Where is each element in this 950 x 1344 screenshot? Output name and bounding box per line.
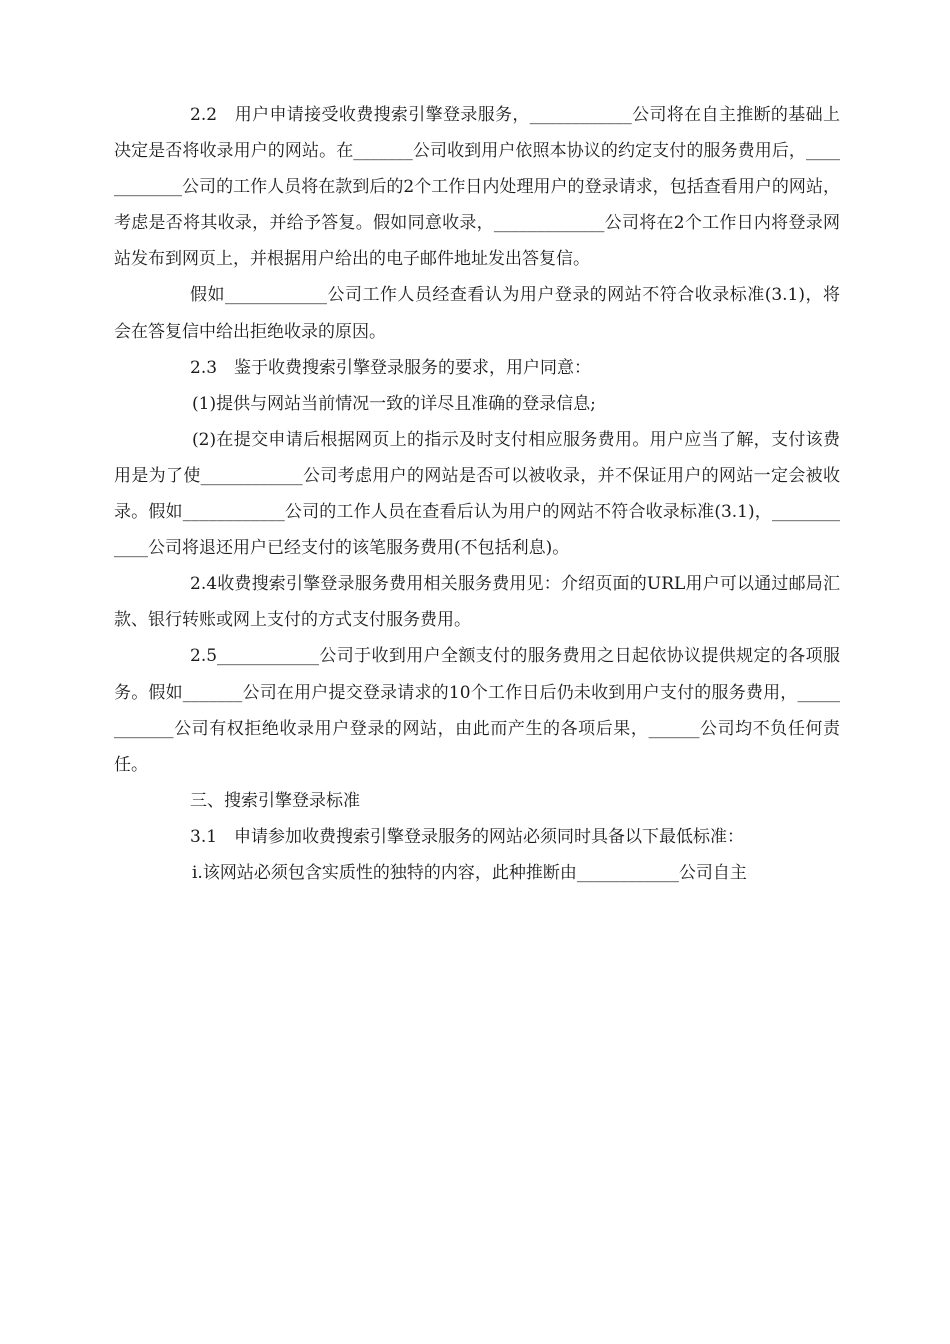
list-item-i: i.该网站必须包含实质性的独特的内容，此种推断由____________公司自主 <box>192 862 747 883</box>
paragraph-rejection: 假如____________公司工作人员经查看认为用户登录的网站不符合收录标准(3.1)，将会在答复信中给出拒绝收录的原因。 <box>114 285 840 342</box>
paragraph-2-4: 2.4收费搜索引擎登录服务费用相关服务费用见：介绍页面的URL用户可以通过邮局汇款、银行转账或网上支付的方式支付服务费用。 <box>114 574 840 631</box>
section-heading-3: 三、搜索引擎登录标准 <box>190 790 360 811</box>
paragraph-3-1: 3.1 申请参加收费搜索引擎登录服务的网站必须同时具备以下最低标准： <box>190 826 745 847</box>
paragraph-2-3: 2.3 鉴于收费搜索引擎登录服务的要求，用户同意： <box>190 357 592 378</box>
paragraph-2-2: 2.2 用户申请接受收费搜索引擎登录服务，____________公司将在自主推断的基础上决定是否将收录用户的网站。在_______公司收到用户依照本协议的约定支付的服务费用后，____________公司的工作人员将在款到后的2个工作日内处理用户的登录请求，包括查看用户的网站，考虑是否将其收录，并给予答复。假如同意收录，_____________公司将在2个工作日内将登录网站发布到网页上，并根据用户给出的电子邮件地址发出答复信。 <box>114 105 840 270</box>
list-item-1: (1)提供与网站当前情况一致的详尽且准确的登录信息; <box>192 393 596 414</box>
list-item-2: (2)在提交申请后根据网页上的指示及时支付相应服务费用。用户应当了解，支付该费用是为了使____________公司考虑用户的网站是否可以被收录，并不保证用户的网站一定会被收录。假如____________公司的工作人员在查看后认为用户的网站不符合收录标准(3.1)，____________公司将退还用户已经支付的该笔服务费用(不包括利息)。 <box>114 429 840 559</box>
document-body <box>114 97 840 891</box>
paragraph-2-5: 2.5____________公司于收到用户全额支付的服务费用之日起依协议提供规定的各项服务。假如_______公司在用户提交登录请求的10个工作日后仍未收到用户支付的服务费用，____________公司有权拒绝收录用户登录的网站，由此而产生的各项后果，______公司均不负任何责任。 <box>114 646 840 775</box>
